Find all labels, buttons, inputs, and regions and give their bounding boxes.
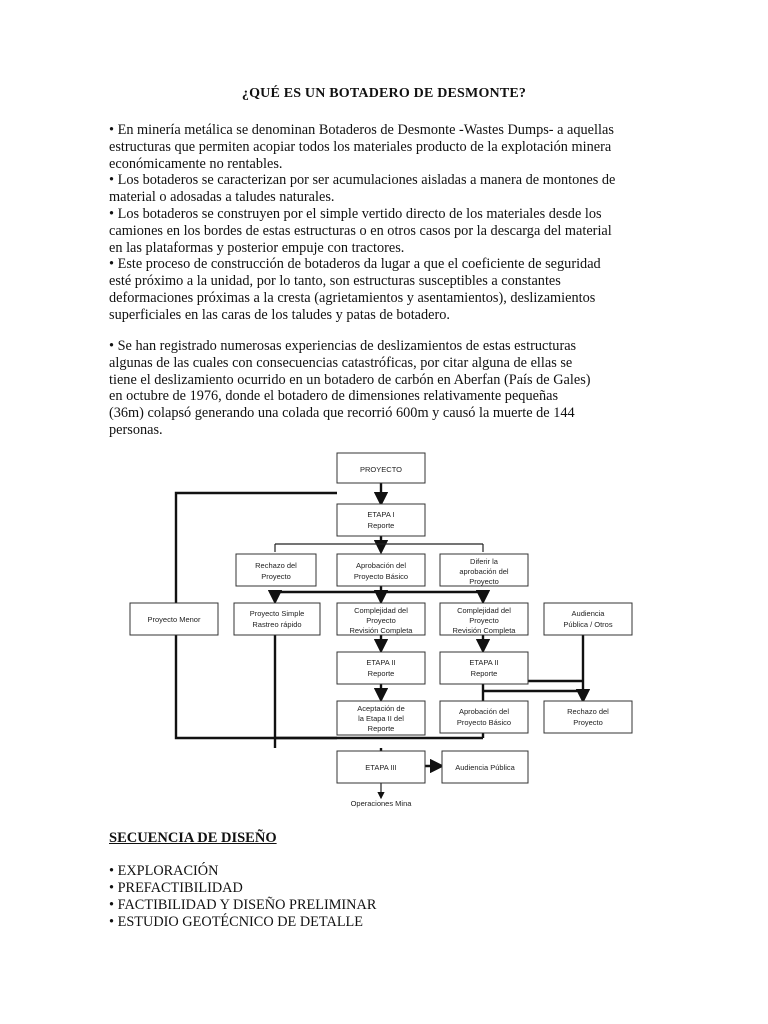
box-etapa-3 (337, 751, 425, 783)
design-steps-list (109, 863, 376, 931)
box-audiencia-publica (442, 751, 528, 783)
svg-text:Complejidad del: Complejidad del (354, 606, 408, 615)
svg-text:Proyecto: Proyecto (469, 577, 499, 586)
box-proyecto-simple (234, 603, 320, 635)
list-item: • EXPLORACIÓN (109, 863, 219, 879)
box-diferir (440, 554, 528, 586)
box-etapa-2a (337, 652, 425, 684)
svg-text:la Etapa II del: la Etapa II del (358, 714, 404, 723)
svg-text:Proyecto Simple: Proyecto Simple (249, 609, 305, 618)
list-item: • ESTUDIO GEOTÉCNICO DE DETALLE (109, 914, 364, 930)
svg-text:Aceptación de: Aceptación de (357, 704, 405, 713)
design-sequence-heading: SECUENCIA DE DISEÑO (109, 830, 277, 846)
svg-text:aprobación del: aprobación del (459, 567, 509, 576)
svg-text:Revisión Completa: Revisión Completa (349, 626, 413, 635)
approval-flowchart (0, 448, 768, 818)
operaciones-mina-label: Operaciones Mina (350, 799, 412, 808)
svg-text:Proyecto: Proyecto (573, 718, 603, 727)
aberfan-paragraph: • Se han registrado numerosas experiencias de deslizamientos de estas estructuras algunas de las cuales con consecuencias catastróficas, por citar alguna de ellas se tiene el deslizamiento ocurrido en un botadero de carbón en Aberfan (País de Gales) en octubre de 1976, donde el botadero de dimensiones relativamente pequeñas (36m) colapsó generando una colada que recorrió 600m y causó la muerte de 144 personas. (109, 338, 591, 438)
box-rechazo-2 (544, 701, 632, 733)
svg-text:Rastreo rápido: Rastreo rápido (252, 620, 302, 629)
svg-text:Reporte: Reporte (367, 724, 395, 733)
svg-text:Proyecto: Proyecto (366, 616, 396, 625)
box-etapa-2b (440, 652, 528, 684)
svg-text:Reporte: Reporte (367, 669, 395, 678)
svg-text:Pública / Otros: Pública / Otros (563, 620, 613, 629)
svg-text:PROYECTO: PROYECTO (360, 465, 402, 474)
svg-text:Rechazo del: Rechazo del (255, 561, 297, 570)
box-rechazo-1 (236, 554, 316, 586)
svg-text:Audiencia Pública: Audiencia Pública (455, 763, 515, 772)
svg-text:Reporte: Reporte (470, 669, 498, 678)
box-proyecto (337, 453, 425, 483)
svg-text:Rechazo del: Rechazo del (567, 707, 609, 716)
intro-paragraphs: • En minería metálica se denominan Botaderos de Desmonte -Wastes Dumps- a aquellas estructuras que permiten acopiar todos los materiales producto de la explotación minera económicamente no rentables. • Los botaderos se caracterizan por ser acumulaciones aisladas a manera de montones de material o adosadas a taludes naturales. • Los botaderos se construyen por el simple vertido directo de los materiales desde los camiones en los bordes de estas estructuras o en otros casos por la descarga del material en las plataformas y posterior empuje con tractores. • Este proceso de construcción de botaderos da lugar a que el coeficiente de seguridad esté próximo a la unidad, por lo tanto, son estructuras susceptibles a constantes deformaciones próximas a la cresta (agrietamientos y asentamientos), deslizamientos superficiales en las caras de los taludes y patas de botadero. (109, 122, 616, 323)
svg-text:Aprobación del: Aprobación del (458, 707, 510, 716)
svg-text:Complejidad del: Complejidad del (457, 606, 511, 615)
history-section (109, 338, 669, 439)
box-aprobacion-basico (337, 554, 425, 586)
box-aceptacion (337, 701, 425, 735)
svg-text:Reporte: Reporte (367, 521, 395, 530)
box-aprobacion-basico-2 (440, 701, 528, 733)
svg-text:Diferir la: Diferir la (470, 557, 498, 566)
svg-text:Proyecto: Proyecto (469, 616, 499, 625)
page-title: ¿QUÉ ES UN BOTADERO DE DESMONTE? (241, 86, 527, 101)
svg-text:Aprobación del: Aprobación del (355, 561, 407, 570)
list-item: • PREFACTIBILIDAD (109, 880, 243, 896)
svg-text:Proyecto Básico: Proyecto Básico (456, 718, 512, 727)
box-proyecto-menor (130, 603, 218, 635)
box-complejidad-2 (440, 603, 528, 635)
svg-text:ETAPA III: ETAPA III (365, 763, 397, 772)
svg-text:Revisión Completa: Revisión Completa (452, 626, 516, 635)
svg-text:Audiencia: Audiencia (571, 609, 605, 618)
svg-text:ETAPA II: ETAPA II (469, 658, 499, 667)
list-item: • FACTIBILIDAD Y DISEÑO PRELIMINAR (109, 897, 377, 913)
box-etapa-1 (337, 504, 425, 536)
svg-text:ETAPA I: ETAPA I (367, 510, 395, 519)
svg-text:Proyecto Menor: Proyecto Menor (147, 615, 201, 624)
svg-text:Proyecto Básico: Proyecto Básico (353, 572, 409, 581)
box-audiencia-otros (544, 603, 632, 635)
box-complejidad-1 (337, 603, 425, 635)
intro-section (109, 122, 669, 324)
svg-text:Proyecto: Proyecto (261, 572, 291, 581)
svg-text:ETAPA II: ETAPA II (366, 658, 396, 667)
